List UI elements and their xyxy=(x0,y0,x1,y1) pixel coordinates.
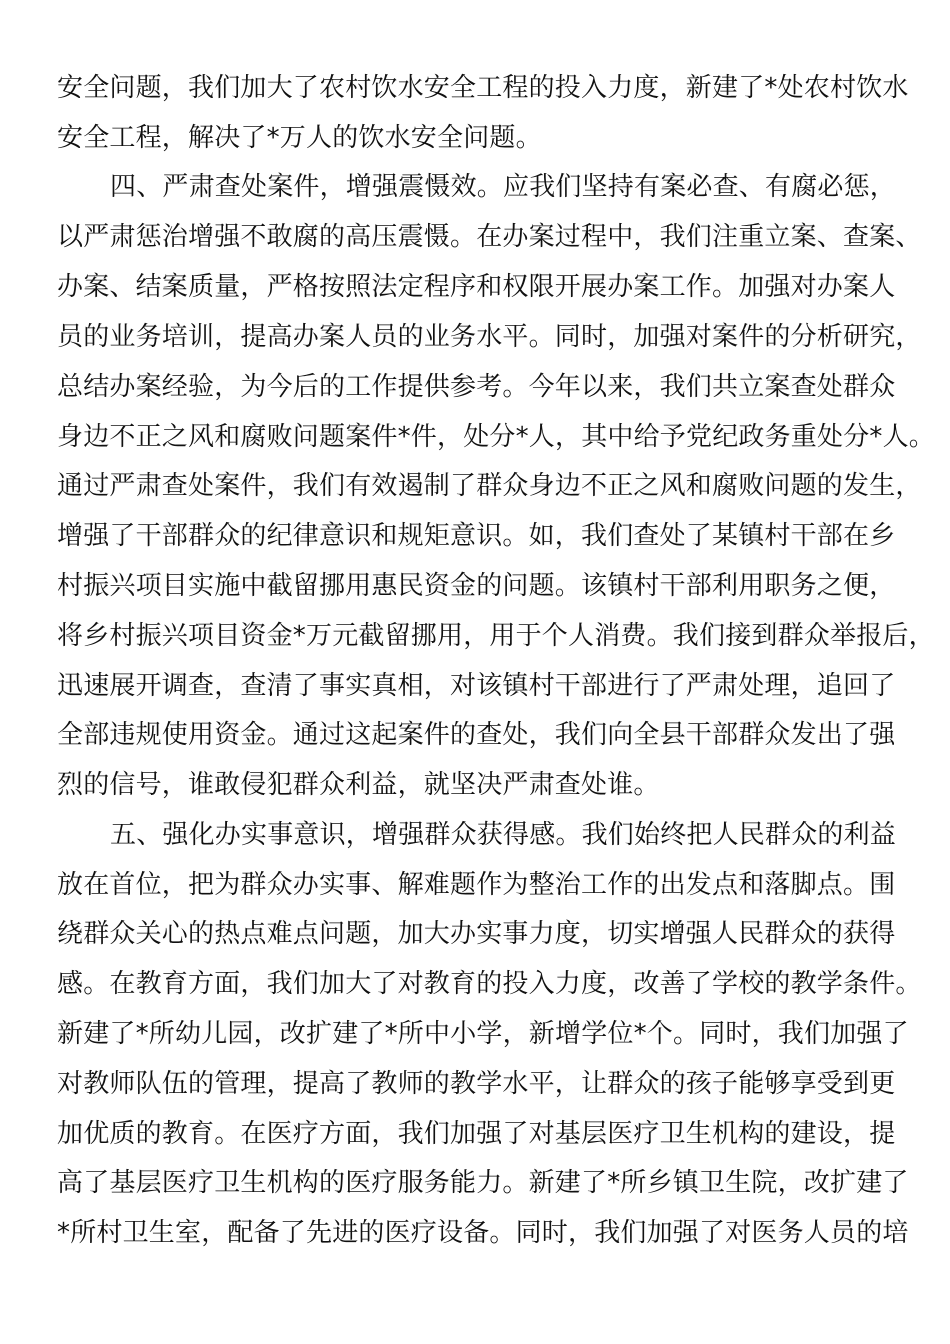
text-line: 感。在教育方面，我们加大了对教育的投入力度，改善了学校的教学条件。 xyxy=(57,969,922,999)
text-line: 通过严肃查处案件，我们有效遏制了群众身边不正之风和腐败问题的发生， xyxy=(57,471,922,501)
text-line: 对教师队伍的管理，提高了教师的教学水平，让群众的孩子能够享受到更 xyxy=(57,1069,896,1099)
text-line: 放在首位，把为群众办实事、解难题作为整治工作的出发点和落脚点。围 xyxy=(57,870,896,900)
text-line: 新建了*所幼儿园，改扩建了*所中小学，新增学位*个。同时，我们加强了 xyxy=(57,1019,909,1049)
text-line: 员的业务培训，提高办案人员的业务水平。同时，加强对案件的分析研究， xyxy=(57,322,922,352)
text-line: 安全工程，解决了*万人的饮水安全问题。 xyxy=(57,123,542,153)
text-line: 绕群众关心的热点难点问题，加大办实事力度，切实增强人民群众的获得 xyxy=(57,919,896,949)
text-line: *所村卫生室，配备了先进的医疗设备。同时，我们加强了对医务人员的培 xyxy=(57,1218,909,1248)
text-line: 安全问题，我们加大了农村饮水安全工程的投入力度，新建了*处农村饮水 xyxy=(57,73,909,103)
text-line: 将乡村振兴项目资金*万元截留挪用，用于个人消费。我们接到群众举报后， xyxy=(57,621,935,651)
text-line: 增强了干部群众的纪律意识和规矩意识。如，我们查处了某镇村干部在乡 xyxy=(57,521,896,551)
text-line: 办案、结案质量，严格按照法定程序和权限开展办案工作。加强对办案人 xyxy=(57,272,896,302)
section-heading-line: 五、强化办实事意识，增强群众获得感。我们始终把人民群众的利益 xyxy=(110,820,897,850)
text-line: 烈的信号，谁敢侵犯群众利益，就坚决严肃查处谁。 xyxy=(57,770,660,800)
text-line: 加优质的教育。在医疗方面，我们加强了对基层医疗卫生机构的建设，提 xyxy=(57,1119,896,1149)
text-line: 高了基层医疗卫生机构的医疗服务能力。新建了*所乡镇卫生院，改扩建了 xyxy=(57,1168,909,1198)
text-line: 村振兴项目实施中截留挪用惠民资金的问题。该镇村干部利用职务之便， xyxy=(57,571,896,601)
text-line: 以严肃惩治增强不敢腐的高压震慑。在办案过程中，我们注重立案、查案、 xyxy=(57,222,922,252)
text-line: 全部违规使用资金。通过这起案件的查处，我们向全县干部群众发出了强 xyxy=(57,720,896,750)
section-heading-line: 四、严肃查处案件，增强震慑效。应我们坚持有案必查、有腐必惩， xyxy=(110,172,897,202)
text-line: 总结办案经验，为今后的工作提供参考。今年以来，我们共立案查处群众 xyxy=(57,372,896,402)
text-line: 迅速展开调查，查清了事实真相，对该镇村干部进行了严肃处理，追回了 xyxy=(57,671,896,701)
text-line: 身边不正之风和腐败问题案件*件，处分*人，其中给予党纪政务重处分*人。 xyxy=(57,422,936,452)
